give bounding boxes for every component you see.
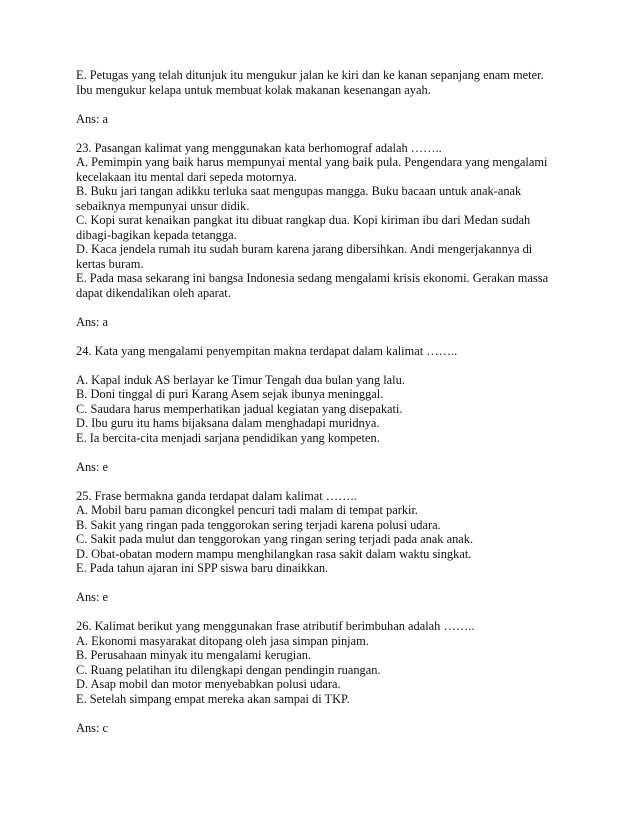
answer-line: Ans: e: [76, 459, 109, 474]
answer-line: Ans: c: [76, 720, 109, 735]
option-line: kertas buram.: [76, 256, 144, 271]
option-line: B. Buku jari tangan adikku terluka saat mengupas mangga. Buku bacaan untuk anak-anak: [76, 184, 522, 198]
option-line: C. Sakit pada mulut dan tenggorokan yang ringan sering terjadi pada anak anak.: [76, 532, 474, 546]
option-line: E. Pada tahun ajaran ini SPP siswa baru dinaikkan.: [76, 561, 329, 575]
question-24: [76, 344, 576, 475]
option-line: B. Doni tinggal di puri Karang Asem sejak ibunya meninggal.: [76, 387, 384, 401]
question-stem: 26. Kalimat berikut yang menggunakan frase atributif berimbuhan adalah ……..: [76, 619, 475, 633]
answer-line: Ans: a: [76, 111, 109, 126]
option-line: C. Kopi surat kenaikan pangkat itu dibuat rangkap dua. Kopi kiriman ibu dari Medan sudah: [76, 213, 531, 227]
option-line: A. Mobil baru paman dicongkel pencuri tadi malam di tempat parkir.: [76, 503, 419, 517]
option-line: A. Pemimpin yang baik harus mempunyai mental yang baik pula. Pengendara yang mengalami: [76, 155, 548, 169]
option-line: C. Saudara harus memperhatikan jadual kegiatan yang disepakati.: [76, 401, 403, 416]
option-line: sebaiknya mempunyai unsur didik.: [76, 198, 250, 213]
option-line: kecelakaan itu mental dari sepeda motornya.: [76, 169, 297, 184]
answer-line: Ans: a: [76, 314, 109, 329]
option-line: E. Setelah simpang empat mereka akan sampai di TKP.: [76, 691, 350, 706]
option-line: dapat dikendalikan oleh aparat.: [76, 285, 231, 300]
option-line: D. Asap mobil dan motor menyebabkan polusi udara.: [76, 677, 341, 691]
option-line: A. Ekonomi masyarakat ditopang oleh jasa simpan pinjam.: [76, 633, 369, 648]
option-line: E. Pada masa sekarang ini bangsa Indonesia sedang mengalami krisis ekonomi. Gerakan massa: [76, 271, 549, 285]
option-line: E. Ia bercita-cita menjadi sarjana pendidikan yang kompeten.: [76, 430, 380, 445]
option-line: C. Ruang pelatihan itu dilengkapi dengan pendingin ruangan.: [76, 662, 381, 677]
answer-line: Ans: e: [76, 590, 109, 604]
option-line: dibagi-bagikan kepada tetangga.: [76, 227, 237, 242]
text-line: E. Petugas yang telah ditunjuk itu mengukur jalan ke kiri dan ke kanan sepanjang enam meter.: [76, 68, 544, 82]
question-26: [76, 619, 576, 735]
option-line: B. Perusahaan minyak itu mengalami kerugian.: [76, 648, 312, 662]
document-content: [76, 68, 576, 735]
question-22-tail: [76, 68, 576, 126]
option-line: B. Sakit yang ringan pada tenggorokan sering terjadi karena polusi udara.: [76, 517, 441, 532]
option-line: D. Kaca jendela rumah itu sudah buram karena jarang dibersihkan. Andi mengerjakannya di: [76, 242, 533, 256]
question-25: [76, 489, 576, 605]
question-stem: 23. Pasangan kalimat yang menggunakan kata berhomograf adalah ……..: [76, 140, 442, 155]
option-line: D. Ibu guru itu hams bijaksana dalam menghadapi muridnya.: [76, 416, 380, 430]
question-stem: 25. Frase bermakna ganda terdapat dalam kalimat ……..: [76, 488, 357, 503]
question-23: [76, 141, 576, 330]
option-line: A. Kapal induk AS berlayar ke Timur Tengah dua bulan yang lalu.: [76, 372, 405, 387]
text-line: Ibu mengukur kelapa untuk membuat kolak makanan kesenangan ayah.: [76, 82, 431, 97]
option-line: D. Obat-obatan modern mampu menghilangkan rasa sakit dalam waktu singkat.: [76, 546, 472, 561]
question-stem: 24. Kata yang mengalami penyempitan makna terdapat dalam kalimat ……..: [76, 343, 458, 358]
